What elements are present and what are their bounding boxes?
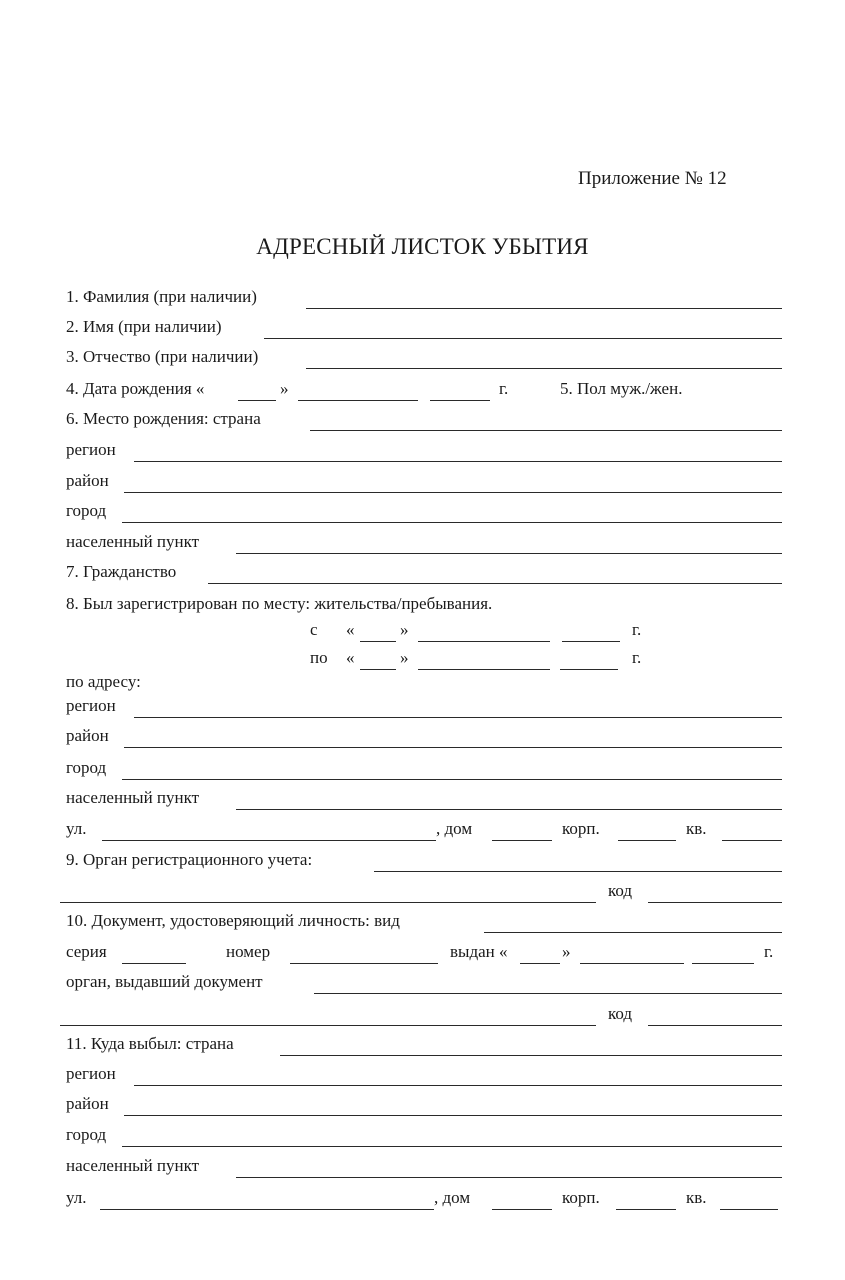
citizenship-line[interactable]	[208, 583, 782, 584]
house-label: , дом	[436, 819, 473, 838]
issued-label: выдан «	[450, 942, 508, 961]
series-line[interactable]	[122, 963, 186, 964]
row-departed-district	[66, 1090, 782, 1118]
row-birth-date	[66, 375, 782, 403]
apartment-line[interactable]	[722, 840, 782, 841]
issued-month-line[interactable]	[580, 963, 684, 964]
departed-apartment-line[interactable]	[720, 1209, 778, 1210]
form-title: АДРЕСНЫЙ ЛИСТОК УБЫТИЯ	[256, 234, 589, 259]
row-address-district	[66, 722, 782, 750]
from-quote-close: »	[400, 620, 409, 639]
row-patronymic	[66, 343, 782, 371]
birth-month-line[interactable]	[298, 400, 418, 401]
birth-date-label: 4. Дата рождения «	[66, 379, 205, 398]
address-city-label: город	[66, 758, 107, 777]
patronymic-label: 3. Отчество (при наличии)	[66, 347, 259, 366]
building-label: корп.	[562, 819, 600, 838]
issuing-authority-line-2[interactable]	[60, 1025, 596, 1026]
to-year-suffix: г.	[632, 648, 642, 667]
reg-code-label: код	[608, 881, 633, 900]
apartment-label: кв.	[686, 819, 707, 838]
departed-country-line[interactable]	[280, 1055, 782, 1056]
birth-country-line[interactable]	[310, 430, 782, 431]
row-registered	[66, 590, 782, 618]
issuing-code-label: код	[608, 1004, 633, 1023]
issued-year-suffix: г.	[764, 942, 774, 961]
address-settlement-label: населенный пункт	[66, 788, 200, 807]
address-district-line[interactable]	[124, 747, 782, 748]
row-birth-country	[66, 405, 782, 433]
to-quote-close: »	[400, 648, 409, 667]
row-id-document	[66, 907, 782, 935]
from-day-line[interactable]	[360, 641, 396, 642]
row-departed-settlement	[66, 1152, 782, 1180]
street-line[interactable]	[102, 840, 436, 841]
departed-street-line[interactable]	[100, 1209, 434, 1210]
row-departed-region	[66, 1060, 782, 1088]
birth-district-label: район	[66, 471, 109, 490]
citizenship-label: 7. Гражданство	[66, 562, 177, 581]
departed-building-line[interactable]	[616, 1209, 676, 1210]
departed-house-label: , дом	[434, 1188, 471, 1207]
birth-place-label: 6. Место рождения: страна	[66, 409, 261, 428]
row-address-settlement	[66, 784, 782, 812]
house-line[interactable]	[492, 840, 552, 841]
row-address-city	[66, 754, 782, 782]
row-name	[66, 313, 782, 341]
from-year-line[interactable]	[562, 641, 620, 642]
departed-building-label: корп.	[562, 1188, 600, 1207]
from-label: с	[310, 620, 318, 639]
reg-code-line[interactable]	[648, 902, 782, 903]
departed-label: 11. Куда выбыл: страна	[66, 1034, 234, 1053]
row-address-street	[66, 815, 782, 843]
surname-input-line[interactable]	[306, 308, 782, 309]
address-settlement-line[interactable]	[236, 809, 782, 810]
id-document-label: 10. Документ, удостоверяющий личность: вид	[66, 911, 400, 930]
issued-quote-close: »	[562, 942, 571, 961]
row-departed-country	[66, 1030, 782, 1058]
from-month-line[interactable]	[418, 641, 550, 642]
reg-authority-line[interactable]	[374, 871, 782, 872]
issuing-authority-label: орган, выдавший документ	[66, 972, 263, 991]
birth-district-line[interactable]	[124, 492, 782, 493]
series-label: серия	[66, 942, 107, 961]
address-region-line[interactable]	[134, 717, 782, 718]
birth-region-label: регион	[66, 440, 116, 459]
row-issuing-authority	[66, 968, 782, 996]
row-reg-authority-code	[60, 877, 782, 905]
row-issuing-code	[60, 1000, 782, 1028]
to-label: по	[310, 648, 328, 667]
id-document-type-line[interactable]	[484, 932, 782, 933]
issuing-code-line[interactable]	[648, 1025, 782, 1026]
departed-district-line[interactable]	[124, 1115, 782, 1116]
birth-year-suffix: г.	[499, 379, 509, 398]
departed-settlement-label: населенный пункт	[66, 1156, 200, 1175]
patronymic-input-line[interactable]	[306, 368, 782, 369]
row-reg-authority	[66, 846, 782, 874]
row-birth-settlement	[66, 528, 782, 556]
row-registered-from	[66, 616, 782, 644]
row-citizenship	[66, 558, 782, 586]
row-surname	[66, 283, 782, 311]
departed-settlement-line[interactable]	[236, 1177, 782, 1178]
from-quote-open: «	[346, 620, 355, 639]
departed-house-line[interactable]	[492, 1209, 552, 1210]
row-departed-street	[66, 1184, 782, 1212]
issued-day-line[interactable]	[520, 963, 560, 964]
row-id-series	[66, 938, 782, 966]
birth-day-quote: »	[280, 379, 289, 398]
departed-street-label: ул.	[66, 1188, 87, 1207]
row-birth-region	[66, 436, 782, 464]
departed-region-label: регион	[66, 1064, 116, 1083]
birth-region-line[interactable]	[134, 461, 782, 462]
address-region-label: регион	[66, 696, 116, 715]
appendix-number: Приложение № 12	[578, 168, 727, 189]
departed-city-label: город	[66, 1125, 107, 1144]
departed-region-line[interactable]	[134, 1085, 782, 1086]
row-departed-city	[66, 1121, 782, 1149]
reg-authority-label: 9. Орган регистрационного учета:	[66, 850, 313, 869]
street-label: ул.	[66, 819, 87, 838]
departed-city-line[interactable]	[122, 1146, 782, 1147]
by-address-label: по адресу:	[66, 672, 141, 691]
departed-district-label: район	[66, 1094, 109, 1113]
name-input-line[interactable]	[264, 338, 782, 339]
birth-year-line[interactable]	[430, 400, 490, 401]
departed-apartment-label: кв.	[686, 1188, 707, 1207]
birth-settlement-label: населенный пункт	[66, 532, 200, 551]
birth-city-line[interactable]	[122, 522, 782, 523]
building-line[interactable]	[618, 840, 676, 841]
row-birth-city	[66, 497, 782, 525]
row-birth-district	[66, 467, 782, 495]
registered-label: 8. Был зарегистрирован по месту: жительства/пребывания.	[66, 594, 493, 613]
number-label: номер	[226, 942, 271, 961]
to-quote-open: «	[346, 648, 355, 667]
birth-city-label: город	[66, 501, 107, 520]
reg-authority-line-2[interactable]	[60, 902, 596, 903]
birth-day-line[interactable]	[238, 400, 276, 401]
address-district-label: район	[66, 726, 109, 745]
address-city-line[interactable]	[122, 779, 782, 780]
number-line[interactable]	[290, 963, 438, 964]
issuing-authority-line[interactable]	[314, 993, 782, 994]
from-year-suffix: г.	[632, 620, 642, 639]
birth-settlement-line[interactable]	[236, 553, 782, 554]
surname-label: 1. Фамилия (при наличии)	[66, 287, 257, 306]
sex-label: 5. Пол муж./жен.	[560, 379, 683, 398]
name-label: 2. Имя (при наличии)	[66, 317, 222, 336]
row-address-region	[66, 692, 782, 720]
issued-year-line[interactable]	[692, 963, 754, 964]
